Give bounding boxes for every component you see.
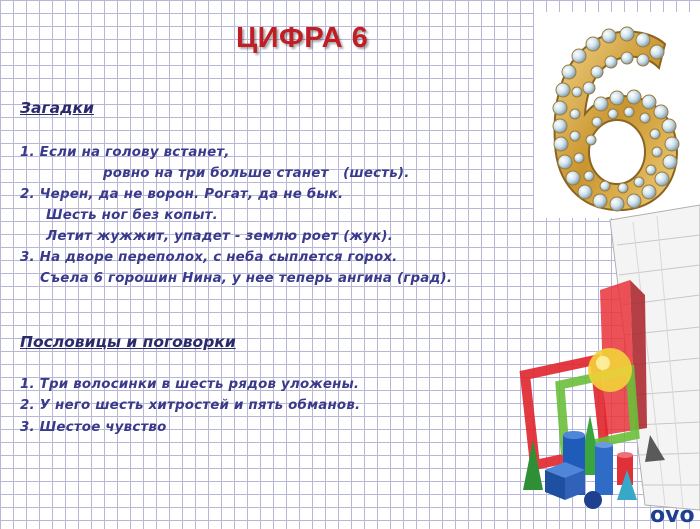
proverbs-heading: Пословицы и поговорки <box>20 333 236 351</box>
riddle-line: 3. На дворе переполох, с неба сыплется горох. <box>20 250 398 265</box>
riddle-line: 1. Если на голову встанет, <box>20 145 230 160</box>
geometric-shapes-decoration <box>505 200 700 525</box>
riddle-line: 2. Черен, да не ворон. Рогат, да не бык. <box>20 187 344 202</box>
jeweled-digit-six-icon <box>534 12 700 218</box>
riddle-line: Съела 6 горошин Нина, у нее теперь ангина (град). <box>40 271 453 286</box>
proverb-line: 1. Три волосинки в шесть рядов уложены. <box>20 377 360 392</box>
riddles-heading: Загадки <box>20 99 94 117</box>
page-title: ЦИФРА 6 <box>236 22 369 54</box>
riddle-line: Летит жужжит, упадет - землю роет (жук). <box>46 229 393 244</box>
riddle-line: Шесть ног без копыт. <box>46 208 218 223</box>
proverb-line: 2. У него шесть хитростей и пять обманов. <box>20 398 361 413</box>
riddle-line: ровно на три больше станет (шесть). <box>103 166 410 181</box>
svg-text:ovo: ovo <box>650 503 695 525</box>
proverb-line: 3. Шестое чувство <box>20 420 167 435</box>
